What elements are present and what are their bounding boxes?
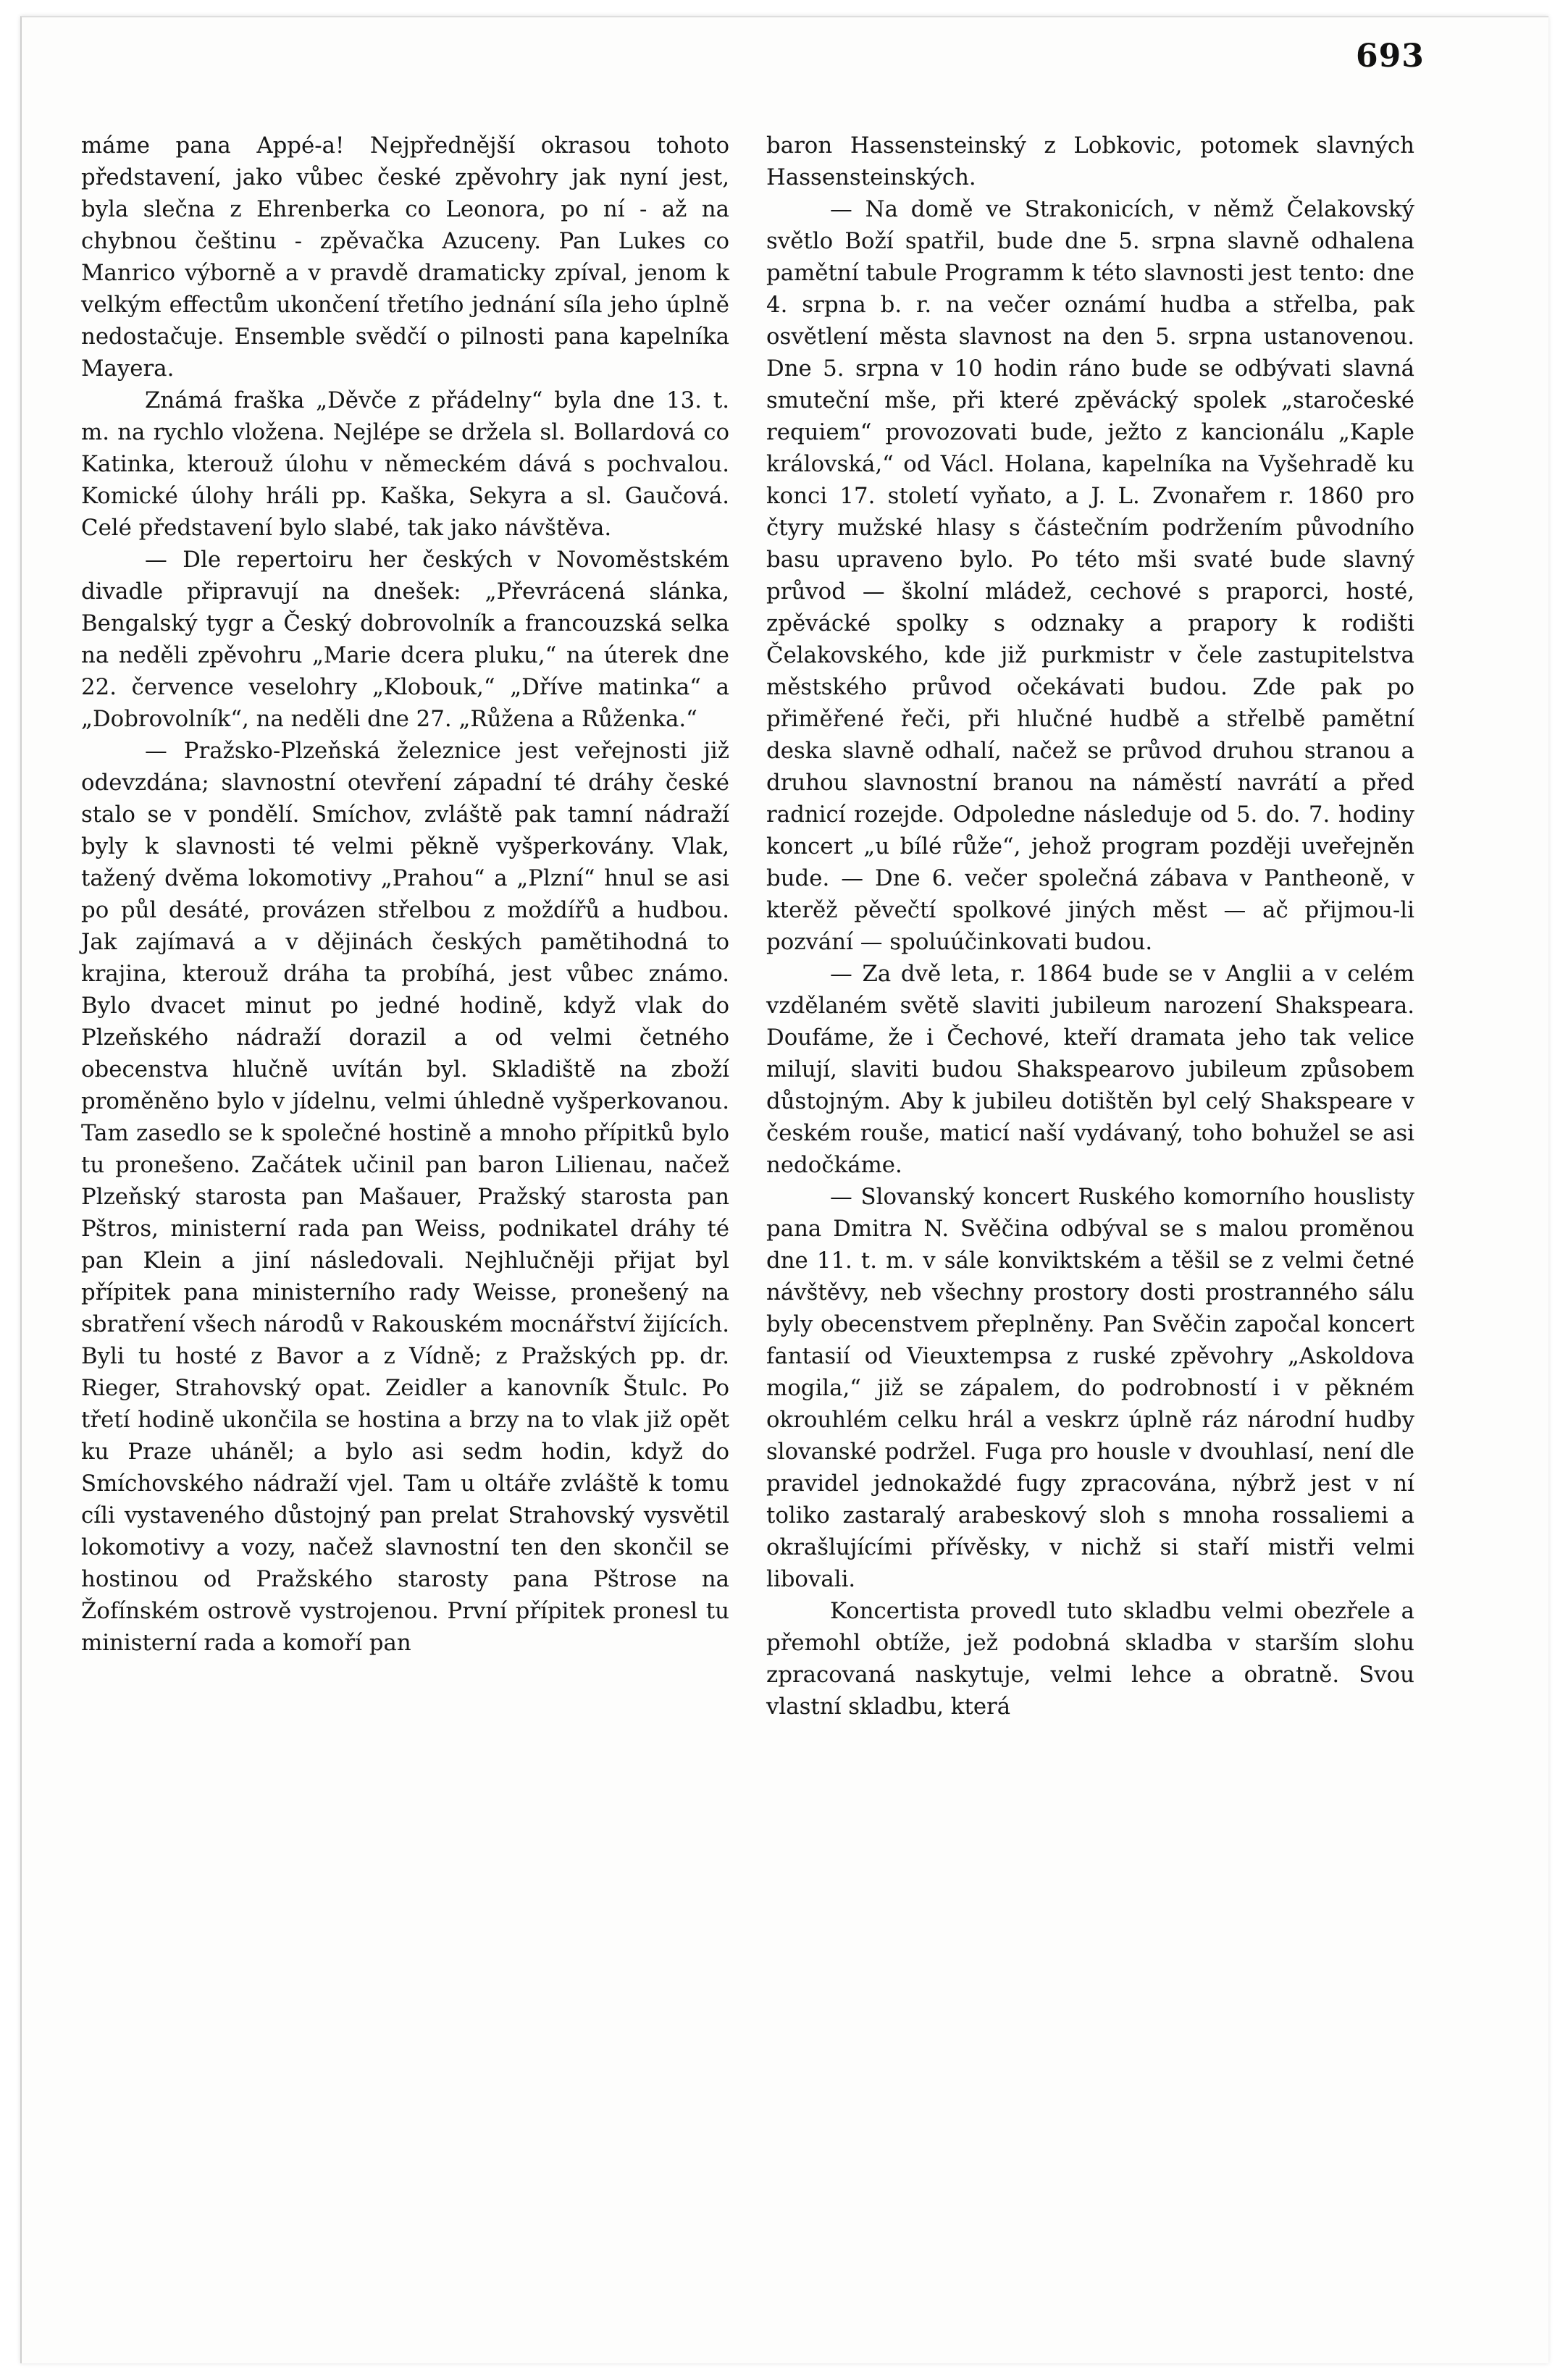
newspaper-page [20, 16, 1548, 2363]
left-column [81, 130, 729, 1659]
paragraph-concert-performer: Koncertista provedl tuto skladbu velmi obezřele a přemohl obtíže, jež podobná skladba v starším slohu zpracovaná naskytuje, velmi lehce a obratně. Svou vlastní skladbu, která [766, 1598, 1414, 1720]
paragraph-railway-opening: — Pražsko-Plzeňská železnice jest veřejnosti již odevzdána; slavnostní otevření západní té dráhy české stalo se v pondělí. Smíchov, zvláště pak tamní nádraží byly k slavnosti té velmi pěkně vyšperkovány. Vlak, tažený dvěma lokomotivy „Prahou“ a „Plzní“ hnul se asi po půl desáté, provázen střelbou z moždířů a hudbou. Jak zajímavá a v dějinách českých pamětihodná to krajina, kterouž dráha ta probíhá, jest vůbec známo. Bylo dvacet minut po jedné hodině, když vlak do Plzeňského nádraží dorazil a od velmi četného obecenstva hlučně uvítán byl. Skladiště na zboží proměněno bylo v jídelnu, velmi úhledně vyšperkovanou. Tam zasedlo se k společné hostině a mnoho přípitků bylo tu pronešeno. Začátek učinil pan baron Lilienau, načež Plzeňský starosta pan Mašauer, Pražský starosta pan Pštros, ministerní rada pan Weiss, podnikatel dráhy té pan Klein a jiní následovali. Nejhlučněji přijat byl přípitek pana ministerního rady Weisse, pronešený na sbratření všech národů v Rakouském mocnářství žijících. Byli tu hosté z Bavor a z Vídně; z Pražských pp. dr. Rieger, Strahovský opat. Zeidler a kanovník Štulc. Po třetí hodině ukončila se hostina a brzy na to vlak již opět ku Praze uháněl; a bylo asi sedm hodin, když do Smíchovského nádraží vjel. Tam u oltáře zvláště k tomu cíli vystaveného důstojný pan prelat Strahovský vysvětil lokomotivy a vozy, načež slavnostní ten den skončil se hostinou od Pražského starosty pana Pštrose na Žofínském ostrově vystrojenou. První přípitek pronesl tu ministerní rada a komoří pan [81, 738, 729, 1656]
paragraph-theatre-repertoire: — Dle repertoiru her českých v Novoměstském divadle připravují na dnešek: „Převrácená slánka, Bengalský tygr a Český dobrovolník a francouzská selka na neděli zpěvohru „Marie dcera pluku,“ na úterek dne 22. července veselohry „Klobouk,“ „Dříve matinka“ a „Dobrovolník“, na neděli dne 27. „Růžena a Růženka.“ [81, 547, 729, 732]
paragraph-farce-review: Známá fraška „Děvče z přádelny“ byla dne 13. t. m. na rychlo vložena. Nejlépe se držela sl. Bollardová co Katinka, kterouž úlohu v německém dává s pochvalou. Komické úlohy hráli pp. Kaška, Sekyra a sl. Gaučová. Celé představení bylo slabé, tak jako návštěva. [81, 387, 729, 541]
paragraph-shakespeare-jubilee: — Za dvě leta, r. 1864 bude se v Anglii a v celém vzdělaném světě slaviti jubileum narození Shakspeara. Doufáme, že i Čechové, kteří dramata jeho tak velice milují, slaviti budou Shakspearovo jubileum způsobem důstojným. Aby k jubileu dotištěn byl celý Shakspeare v českém rouše, maticí naší vydávaný, toho bohužel se asi nedočkáme. [766, 961, 1414, 1178]
paragraph-slavic-concert: — Slovanský koncert Ruského komorního houslisty pana Dmitra N. Svěčina odbýval se s malou proměnou dne 11. t. m. v sále konviktském a těšil se z velmi četné návštěvy, neb všechny prostory dosti prostranného sálu byly obecenstvem přeplněny. Pan Svěčin započal koncert fantasií od Vieuxtempsa z ruské zpěvohry „Askoldova mogila,“ již se zápalem, do podrobností i v pěkném okrouhlém celku hrál a veskrz úplně ráz národní hudby slovanské podržel. Fuga pro housle v dvouhlasí, není dle pravidel jednokaždé fugy zpracována, nýbrž jest v ní toliko zastaralý arabeskový sloh s mnoha rossaliemi a okrašlujícími přívěsky, v nichž si staří mistři velmi libovali. [766, 1184, 1414, 1592]
paragraph-opera-review: máme pana Appé-a! Nejpřednější okrasou tohoto představení, jako vůbec české zpěvohry jak nyní jest, byla slečna z Ehrenberka co Leonora, po ní - až na chybnou češtinu - zpěvačka Azuceny. Pan Lukes co Manrico výborně a v pravdě dramaticky zpíval, jenom k velkým effectům ukončení třetího jednání síla jeho úplně nedostačuje. Ensemble svědčí o pilnosti pana kapelníka Mayera. [81, 133, 729, 382]
page-number: 693 [1356, 38, 1425, 75]
right-column [766, 130, 1414, 1723]
paragraph-celakovsky-plaque: — Na domě ve Strakonicích, v němž Čelakovský světlo Boží spatřil, bude dne 5. srpna slavně odhalena pamětní tabule Programm k této slavnosti jest tento: dne 4. srpna b. r. na večer oznámí hudba a střelba, pak osvětlení města slavnost na den 5. srpna ustanovenou. Dne 5. srpna v 10 hodin ráno bude se odbývati slavná smuteční mše, při které zpěvácký spolek „staročeské requiem“ provozovati bude, ježto z kancionálu „Kaple královská,“ od Václ. Holana, kapelníka na Vyšehradě ku konci 17. století vyňato, a J. L. Zvonařem r. 1860 pro čtyry mužské hlasy s částečním podržením původního basu upraveno bylo. Po této mši svaté bude slavný průvod — školní mládež, cechové s praporci, hosté, zpěvácké spolky s odznaky a prapory k rodišti Čelakovského, kde již purkmistr v čele zastupitelstva městského průvod očekávati budou. Zde pak po přiměřené řeči, při hlučné hudbě a střelbě pamětní deska slavně odhalí, načež se průvod druhou stranou a druhou slavnostní branou na náměstí navrátí a před radnicí rozejde. Odpoledne následuje od 5. do. 7. hodiny koncert „u bílé růže“, jehož program později uveřejněn bude. — Dne 6. večer společná zábava v Pantheoně, v kterěž pěvečtí spolkové jiných měst — ač přijmou-li pozvání — spoluúčinkovati budou. [766, 196, 1414, 955]
paragraph-railway-continued: baron Hassensteinský z Lobkovic, potomek slavných Hassensteinských. [766, 133, 1414, 190]
